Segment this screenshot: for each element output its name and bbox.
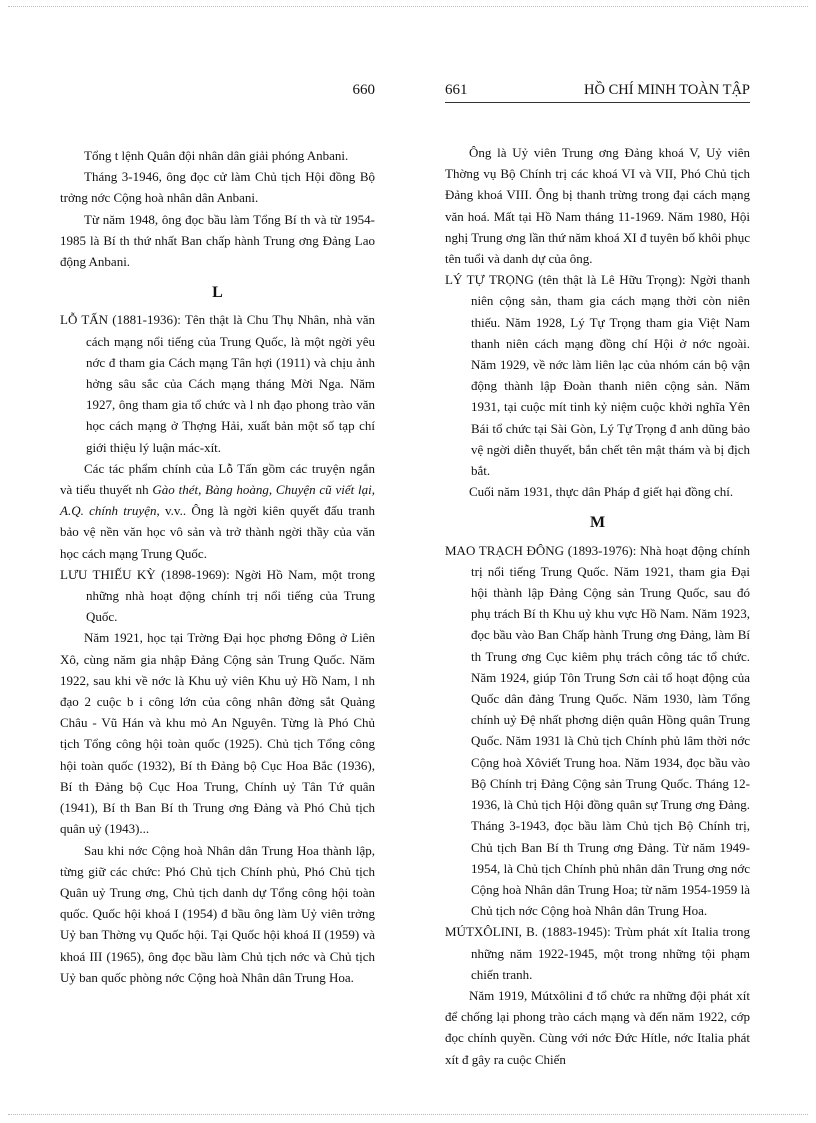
paragraph: Ông là Uỷ viên Trung ơng Đảng khoá V, Uỷ viên Thờng vụ Bộ Chính trị các khoá VI và VII, Phó Chủ tịch Đảng khoá VIII. Ông bị thanh trừng trong đại cách mạng văn hoá. Mất tại Hồ Nam tháng 11-1969. Năm 1980, Hội nghị Trung ơng lần thứ năm khoá XI đ tuyên bố khôi phục tên tuổi và danh dự của ông. xyxy=(445,145,750,267)
running-title: HỒ CHÍ MINH TOÀN TẬP xyxy=(584,82,750,98)
section-letter-m: M xyxy=(589,514,606,532)
paragraph: Sau khi nớc Cộng hoà Nhân dân Trung Hoa thành lập, từng giữ các chức: Phó Chủ tịch Chính phủ, Phó Chủ tịch Quân uỷ Trung ơng, Chủ tịch danh dự Tổng công hội toàn quốc. Quốc hội khoá I (1954) đ bầu ông làm Uỷ viên trởng Uỷ ban Thờng vụ Quốc hội. Tại Quốc hội khoá II (1959) và khoá III (1965), ông đọc bầu làm Chủ tịch nớc và Chủ tịch Uỷ ban quốc phòng nớc Cộng hoà Nhân dân Trung Hoa. xyxy=(60,842,375,985)
entry-name: LƯU THIẾU KỲ xyxy=(60,566,156,582)
text-run: Các tác phẩm chính của Lỗ Tấn gồm các truyện ngắn và tiểu thuyết nh xyxy=(60,460,375,498)
paragraph: Năm 1919, Mútxôlini đ tổ chức ra những đội phát xít để chống lại phong trào cách mạng và đến năm 1922, cớp đọc chính quyền. Cùng với nớc Đức Hítle, nớc Italia phát xít đ gây ra cuộc Chiến xyxy=(445,987,750,1067)
entry-body: (tên thật là Lê Hữu Trọng): Ngời thanh niên cộng sản, tham gia cách mạng thời còn niên thiếu. Năm 1928, Lý Tự Trọng tham gia Việt Nam thanh niên cách mạng đồng chí Hội ở nớc ngoài. Năm 1929, về nớc làm liên lạc của nhóm cán bộ vận động thành lập Đoàn thanh niên cộng sản. Năm 1931, tại cuộc mít tinh kỷ niệm cuộc khởi nghĩa Yên Bái tổ chức tại Sài Gòn, Lý Tự Trọng đ anh dũng bảo vệ ngời diễn thuyết, bắn chết tên mật thám và bị địch bắt. xyxy=(471,272,750,479)
entry-name: LỖ TẤN xyxy=(60,312,109,328)
paragraph: Từ năm 1948, ông đọc bầu làm Tổng Bí th và từ 1954-1985 là Bí th thứ nhất Ban chấp hành Trung ơng Đảng Lao động Anbani. xyxy=(60,211,375,270)
entry-body: (1883-1945): Trùm phát xít Italia trong những năm 1922-1945, một trong những tội phạm chiến tranh. xyxy=(471,924,750,982)
right-page-body xyxy=(445,142,750,1070)
left-page-number: 660 xyxy=(352,82,375,98)
page-bottom-border xyxy=(8,1114,808,1115)
text-run: v.v.. Ông là ngời kiên quyết đấu tranh bảo vệ nền văn học vô sản và trở thành ngời thầy của văn học cách mạng Trung Quốc. xyxy=(60,503,376,561)
entry-mao-trach-dong xyxy=(445,540,750,922)
entry-lo-tan xyxy=(60,309,375,457)
paragraph xyxy=(60,458,375,564)
right-page-number: 661 xyxy=(445,82,468,98)
work-titles: Gào thét, Bàng hoàng, Chuyện cũ viết lại, A.Q. chính truyện, xyxy=(60,482,375,519)
left-page-body xyxy=(60,145,375,988)
entry-body: (1881-1936): Tên thật là Chu Thụ Nhân, nhà văn cách mạng nổi tiếng của Trung Quốc, là một ngời yêu nớc đ tham gia Cách mạng Tân hợi (1911) và chịu ảnh hởng sâu sắc của Cách mạng tháng Mời Nga. Năm 1927, ông tham gia tổ chức và l nh đạo phong trào văn học cách mạng ở Thợng Hải, xuất bản một số tạp chí giới thiệu lý luận mác-xít. xyxy=(86,312,376,455)
entry-mutxolini xyxy=(445,921,750,985)
paragraph: Năm 1921, học tại Trờng Đại học phơng Đông ở Liên Xô, cùng năm gia nhập Đảng Cộng sản Trung Quốc. Năm 1922, sau khi về nớc là Khu uỷ viên Khu uỷ Hồ Nam, l nh đạo 2 cuộc b i công lớn của công nhân đờng sắt Quảng Châu - Vũ Hán và khu mỏ An Nguyên. Từng là Phó Chủ tịch Tổng công hội toàn quốc (1925). Chủ tịch Tổng công hội toàn quốc (1932), Bí th Đảng bộ Cục Hoa Bắc (1936), Bí th Đảng bộ Cục Hoa Trung, Chính uỷ Tân Tứ quân (1941), Bí th Ban Bí th Trung ơng Đảng và Phó Chủ tịch quân uỷ (1943)... xyxy=(60,630,375,837)
entry-name: MÚTXÔLINI, B. xyxy=(445,924,538,940)
paragraph: Tổng t lệnh Quân đội nhân dân giải phóng Anbani. xyxy=(84,148,349,163)
left-page xyxy=(60,0,375,1110)
section-letter-l: L xyxy=(212,284,223,302)
entry-ly-tu-trong xyxy=(445,269,750,481)
right-page xyxy=(445,0,750,1110)
entry-name: MAO TRẠCH ĐÔNG xyxy=(445,542,565,558)
header-rule xyxy=(445,102,750,103)
paragraph: Tháng 3-1946, ông đọc cử làm Chủ tịch Hội đồng Bộ trởng nớc Cộng hoà nhân dân Anbani. xyxy=(60,169,375,206)
paragraph: Cuối năm 1931, thực dân Pháp đ giết hại đồng chí. xyxy=(469,484,734,500)
entry-body: (1898-1969): Ngời Hồ Nam, một trong những nhà hoạt động chính trị nổi tiếng của Trung Quốc. xyxy=(86,566,375,625)
entry-luu-thieu-ky xyxy=(60,564,375,628)
entry-body: (1893-1976): Nhà hoạt động chính trị nổi tiếng Trung Quốc. Năm 1921, tham gia Đại hội thành lập Đảng Cộng sản Trung Quốc, sau đó phụ trách Bí th Khu uỷ khu vực Hồ Nam. Năm 1923, đọc bầu vào Ban Chấp hành Trung ơng Đảng, làm Bí th Trung ơng Cục kiêm phụ trách công tác tổ chức. Năm 1924, giúp Tôn Trung Sơn cải tổ hoạt động của Quốc dân đảng Trung Quốc. Năm 1930, làm Tổng chính uỷ Đệ nhất phơng diện quân Hồng quân Trung Quốc. Năm 1931 là Chủ tịch Chính phủ lâm thời nớc Cộng hoà Xôviết Trung hoa. Năm 1934, đọc bầu vào Bộ Chính trị Đảng Cộng sản Trung Quốc. Tháng 12-1936, là Chủ tịch Hội đồng quân sự Trung ơng Đảng. Tháng 3-1943, đọc bầu làm Chủ tịch Bộ Chính trị, Chủ tịch Ban Bí th Trung ơng Đảng. Từ năm 1949-1954, là Chủ tịch Chính phủ nhân dân Trung ơng nớc Cộng hoà Nhân dân Trung Hoa; từ năm 1954-1959 là Chủ tịch nớc Cộng hoà Nhân dân Trung Hoa. xyxy=(471,542,750,919)
entry-name: LÝ TỰ TRỌNG xyxy=(445,272,534,288)
